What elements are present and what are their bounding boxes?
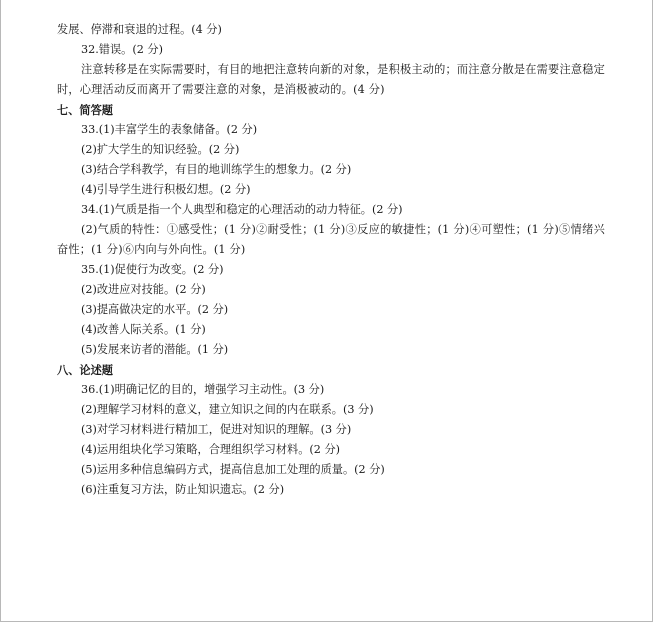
answer-36-1: 36.(1)明确记忆的目的，增强学习主动性。(3 分) <box>81 383 325 396</box>
answer-33-1: 33.(1)丰富学生的表象储备。(2 分) <box>81 123 258 136</box>
answer-35-3: (3)提高做决定的水平。(2 分) <box>81 303 229 316</box>
answer-36-2: (2)理解学习材料的意义，建立知识之间的内在联系。(3 分) <box>81 403 374 416</box>
answer-content <box>57 20 605 500</box>
answer-35-4: (4)改善人际关系。(1 分) <box>81 323 206 336</box>
answer-34-2: (2)气质的特性：①感受性；(1 分)②耐受性；(1 分)③反应的敏捷性；(1 分)④可塑性；(1 分)⑤情绪兴奋性；(1 分)⑥内向与外向性。(1 分) <box>57 223 605 256</box>
answer-32: 32.错误。(2 分) <box>81 43 163 56</box>
section-heading-short-answer: 七、简答题 <box>57 103 113 117</box>
answer-33-3: (3)结合学科教学，有目的地训练学生的想象力。(2 分) <box>81 163 352 176</box>
text-line-continuation: 发展、停滞和衰退的过程。(4 分) <box>57 23 222 36</box>
section-heading-essay: 八、论述题 <box>57 363 113 377</box>
answer-35-1: 35.(1)促使行为改变。(2 分) <box>81 263 224 276</box>
answer-34-1: 34.(1)气质是指一个人典型和稳定的心理活动的动力特征。(2 分) <box>81 203 403 216</box>
answer-36-5: (5)运用多种信息编码方式，提高信息加工处理的质量。(2 分) <box>81 463 385 476</box>
answer-33-2: (2)扩大学生的知识经验。(2 分) <box>81 143 240 156</box>
answer-32-explanation: 注意转移是在实际需要时，有目的地把注意转向新的对象，是积极主动的；而注意分散是在需要注意稳定时，心理活动反而离开了需要注意的对象，是消极被动的。(4 分) <box>57 63 605 96</box>
answer-35-2: (2)改进应对技能。(2 分) <box>81 283 206 296</box>
answer-33-4: (4)引导学生进行积极幻想。(2 分) <box>81 183 251 196</box>
answer-36-3: (3)对学习材料进行精加工，促进对知识的理解。(3 分) <box>81 423 352 436</box>
answer-35-5: (5)发展来访者的潜能。(1 分) <box>81 343 229 356</box>
answer-36-4: (4)运用组块化学习策略，合理组织学习材料。(2 分) <box>81 443 341 456</box>
answer-36-6: (6)注重复习方法，防止知识遗忘。(2 分) <box>81 483 285 496</box>
